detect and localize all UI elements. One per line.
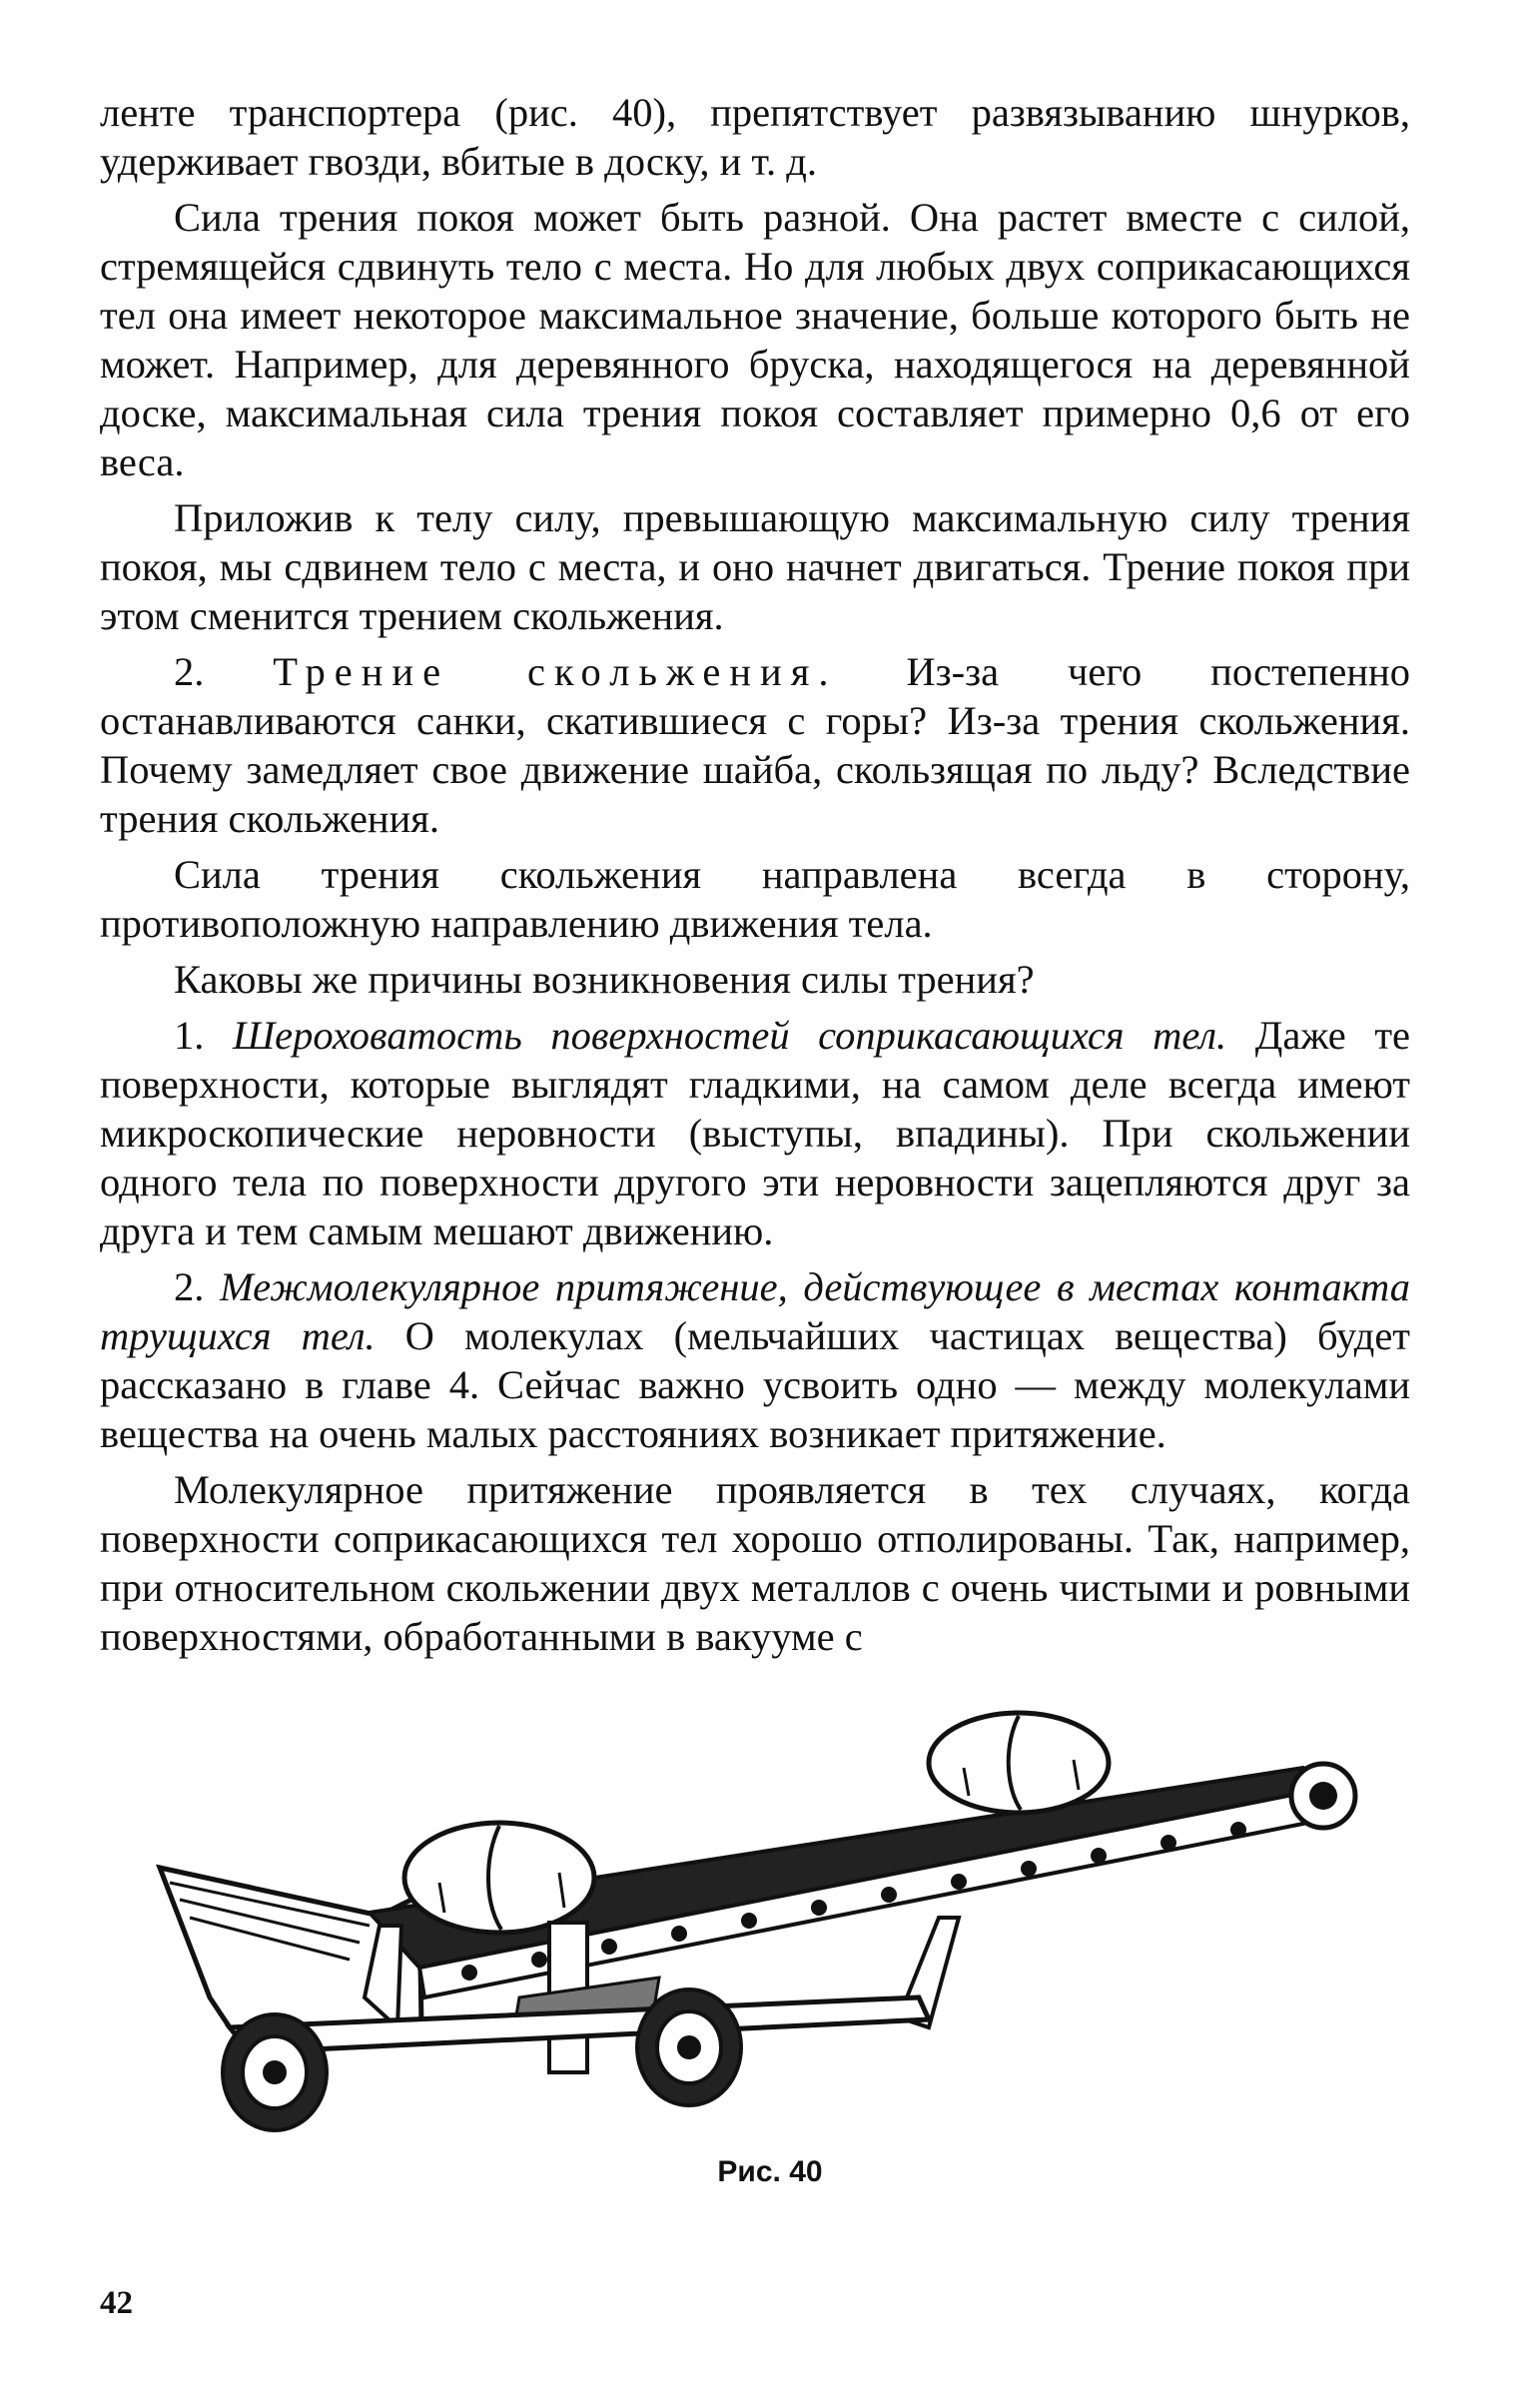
item-number: 2. <box>174 649 274 694</box>
conveyor-illustration <box>140 1668 1468 2137</box>
paragraph-8-text: О молекулах (мельчайших частицах вещества) будет рассказано в главе 4. Сейчас важно усвоить одно — между молекулами вещества на очень малых расстояниях возникает притяжение. <box>100 1313 1411 1456</box>
page-number: 42 <box>100 2285 133 2321</box>
paragraph-1: ленте транспортера (рис. 40), препятствует развязыванию шнурков, удерживает гвозди, вбитые в доску, и т. д. <box>100 90 1410 184</box>
body-text <box>100 88 1410 1668</box>
paragraph-9: Молекулярное притяжение проявляется в тех случаях, когда поверхности соприкасающихся тел хорошо отполированы. Так, например, при относительном скольжении двух металлов с очень чистыми и ровными поверхностями, обработанными в вакууме с <box>100 1467 1410 1659</box>
paragraph-6: Каковы же причины возникновения силы трения? <box>174 957 1035 1002</box>
paragraph-3: Приложив к телу силу, превышающую максимальную силу трения покоя, мы сдвинем тело с места, и оно начнет двигаться. Трение покоя при этом сменится трением скольжения. <box>100 495 1410 638</box>
paragraph-7 <box>100 1011 1410 1255</box>
paragraph-5: Сила трения скольжения направлена всегда в сторону, противоположную направлению движения тела. <box>100 852 1410 946</box>
end-roller-hub <box>1309 1782 1337 1810</box>
cause-attraction: Межмолекулярное притяжение, действующее в местах контакта трущихся тел. <box>100 1264 1411 1358</box>
paragraph-2: Сила трения покоя может быть разной. Она растет вместе с силой, стремящейся сдвинуть тело с места. Но для любых двух соприкасающихся тел она имеет некоторое максимальное значение, больше которого быть не может. Например, для деревянного бруска, находящегося на деревянной доске, максимальная сила трения покоя составляет примерно 0,6 от его веса. <box>100 195 1410 484</box>
item-number: 1. <box>174 1013 233 1058</box>
item-number: 2. <box>174 1264 220 1309</box>
paragraph-7-text: Даже те поверхности, которые выглядят гладкими, на самом деле всегда имеют микроскопические неровности (выступы, впадины). При скольжении одного тела по поверхности другого эти неровности зацепляются друг за друга и тем самым мешают движению. <box>100 1013 1411 1253</box>
paragraph-4 <box>100 647 1410 843</box>
paragraph-4-text: Из-за чего постепенно останавливаются санки, скатившиеся с горы? Из-за трения скольжения. Почему замедляет свое движение шайба, скользящая по льду? Вследствие трения скольжения. <box>100 649 1410 841</box>
bag-upper <box>929 1713 1109 1813</box>
paragraph-8 <box>100 1262 1410 1458</box>
wheel-left <box>223 2014 327 2130</box>
cause-roughness: Шероховатость поверхностей соприкасающихся тел. <box>232 1013 1227 1058</box>
wheel-right <box>637 1990 741 2105</box>
bag-lower <box>404 1823 594 1933</box>
heading-sliding-friction: Трение скольжения. <box>273 649 838 694</box>
figure-caption: Рис. 40 <box>717 2155 823 2188</box>
conveyor-figure <box>140 1668 1468 2137</box>
